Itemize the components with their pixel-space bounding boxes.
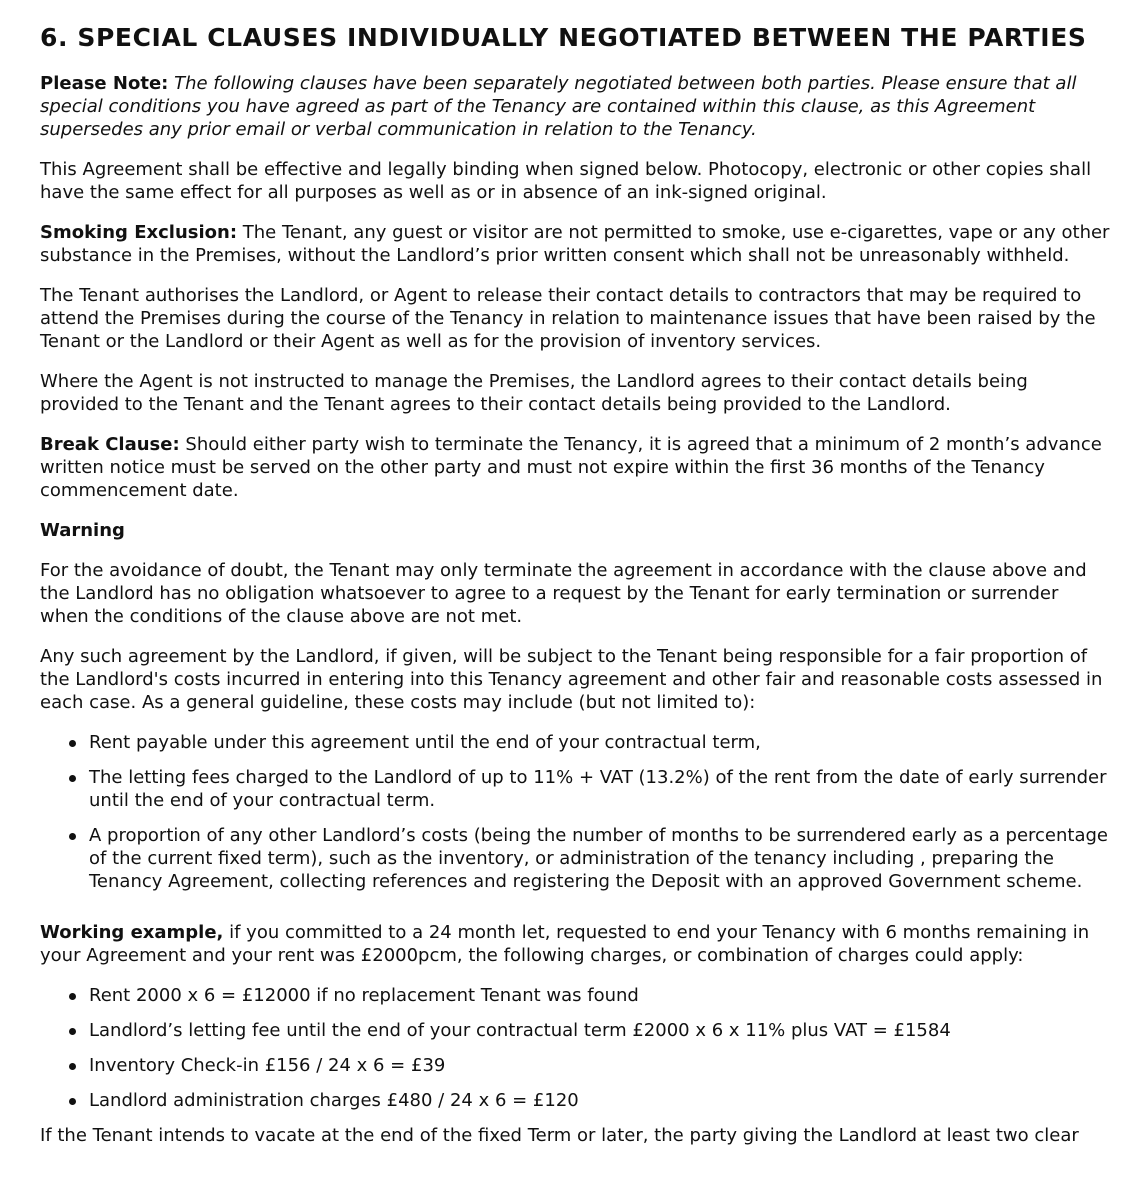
- break-clause-paragraph: [40, 433, 1112, 502]
- list-item: Rent payable under this agreement until the end of your contractual term,: [89, 731, 1112, 754]
- please-note-paragraph: [40, 72, 1112, 141]
- avoidance-paragraph: For the avoidance of doubt, the Tenant may only terminate the agreement in accordance with the clause above and the Landlord has no obligation whatsoever to agree to a request by the Tenant for early termination or surrender when the conditions of the clause above are not met.: [40, 560, 1087, 627]
- effective-paragraph: This Agreement shall be effective and legally binding when signed below. Photocopy, electronic or other copies shall have the same effect for all purposes as well as or in absence of an ink-signed original.: [40, 159, 1092, 203]
- contact-release-paragraph: The Tenant authorises the Landlord, or Agent to release their contact details to contractors that may be required to attend the Premises during the course of the Tenancy in relation to maintenance issues that have been raised by the Tenant or the Landlord or their Agent as well as for the provision of inventory services.: [40, 285, 1096, 352]
- list-item: A proportion of any other Landlord’s costs (being the number of months to be surrendered early as a percentage of the current fixed term), such as the inventory, or administration of the tenancy including , preparing the Tenancy Agreement, collecting references and registering the Deposit with an approved Government scheme.: [89, 824, 1112, 893]
- list-item: Landlord administration charges £480 / 24 x 6 = £120: [89, 1089, 1112, 1112]
- agent-not-managing-paragraph: Where the Agent is not instructed to manage the Premises, the Landlord agrees to their contact details being provided to the Tenant and the Tenant agrees to their contact details being provided to the Landlord.: [40, 371, 1028, 415]
- costs-intro-paragraph: Any such agreement by the Landlord, if given, will be subject to the Tenant being responsible for a fair proportion of the Landlord's costs incurred in entering into this Tenancy agreement and other fair and reasonable costs assessed in each case. As a general guideline, these costs may include (but not limited to):: [40, 646, 1103, 713]
- break-clause-text: Should either party wish to terminate the Tenancy, it is agreed that a minimum of 2 month’s advance written notice must be served on the other party and must not expire within the first 36 months of the Tenancy commencement date.: [40, 434, 1102, 501]
- example-items-list: [40, 984, 1112, 1112]
- smoking-label: Smoking Exclusion:: [40, 222, 238, 243]
- section-heading: 6. SPECIAL CLAUSES INDIVIDUALLY NEGOTIATED BETWEEN THE PARTIES: [40, 23, 1087, 52]
- cutoff-paragraph: If the Tenant intends to vacate at the end of the fixed Term or later, the party giving the Landlord at least two clear: [40, 1125, 1079, 1146]
- list-item: The letting fees charged to the Landlord of up to 11% + VAT (13.2%) of the rent from the date of early surrender until the end of your contractual term.: [89, 766, 1112, 812]
- please-note-label: Please Note:: [40, 73, 169, 94]
- list-item: Inventory Check-in £156 / 24 x 6 = £39: [89, 1054, 1112, 1077]
- warning-label: Warning: [40, 520, 125, 541]
- please-note-text: The following clauses have been separately negotiated between both parties. Please ensure that all special conditions you have agreed as part of the Tenancy are contained within this clause, as this Agreement supersedes any prior email or verbal communication in relation to the Tenancy.: [40, 73, 1077, 140]
- list-item: Landlord’s letting fee until the end of your contractual term £2000 x 6 x 11% plus VAT = £1584: [89, 1019, 1112, 1042]
- warning-heading: [40, 519, 1112, 542]
- document-page: [40, 22, 1112, 1147]
- list-item: Rent 2000 x 6 = £12000 if no replacement Tenant was found: [89, 984, 1112, 1007]
- working-example-paragraph: [40, 921, 1112, 967]
- break-clause-label: Break Clause:: [40, 434, 180, 455]
- working-example-text: if you committed to a 24 month let, requested to end your Tenancy with 6 months remaining in your Agreement and your rent was £2000pcm, the following charges, or combination of charges could apply:: [40, 922, 1090, 966]
- smoking-text: The Tenant, any guest or visitor are not permitted to smoke, use e-cigarettes, vape or any other substance in the Premises, without the Landlord’s prior written consent which shall not be unreasonably withheld.: [40, 222, 1110, 266]
- smoking-paragraph: [40, 221, 1112, 267]
- cost-items-list: [40, 731, 1112, 893]
- working-example-label: Working example,: [40, 922, 224, 943]
